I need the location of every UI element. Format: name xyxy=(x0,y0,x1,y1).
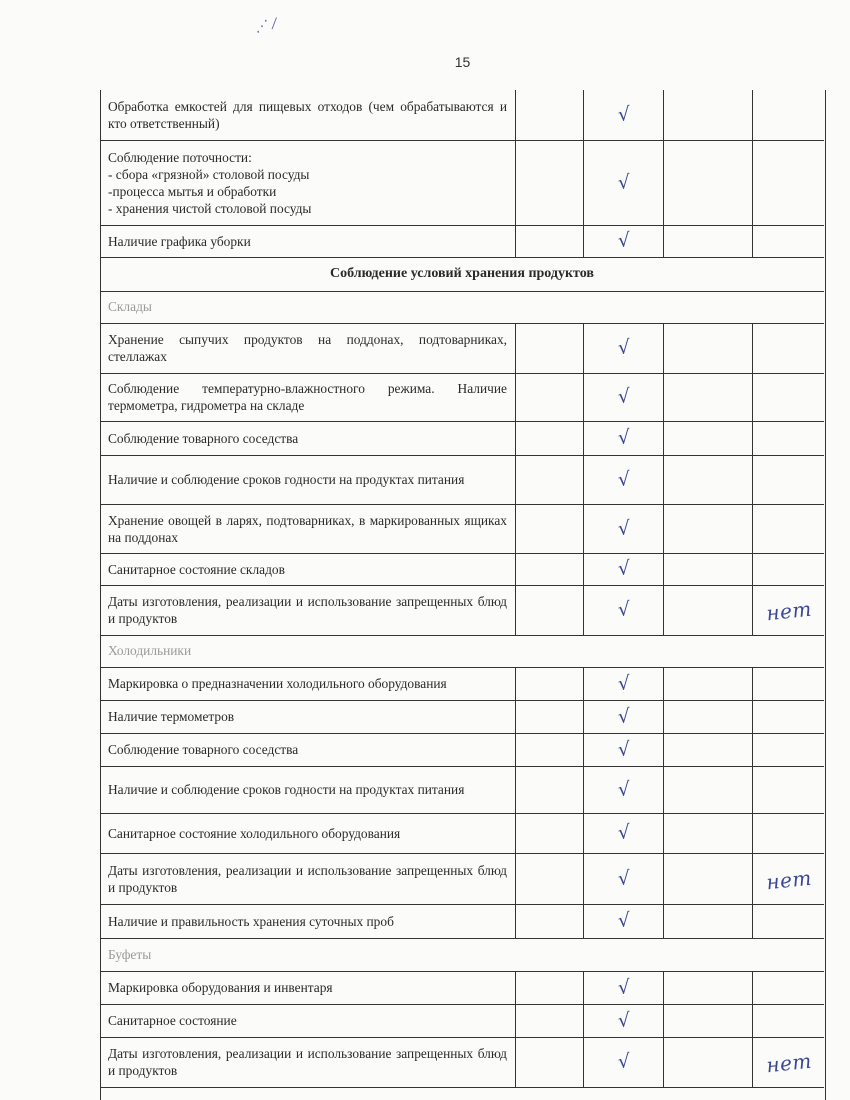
checkmark-icon: √ xyxy=(616,1050,631,1073)
cell-col-c xyxy=(664,421,753,455)
table-row xyxy=(100,225,824,258)
subheading-refrigerators: Холодильники xyxy=(108,643,192,658)
table-row xyxy=(100,766,824,814)
cell-col-d xyxy=(753,667,824,700)
table-row xyxy=(100,90,824,141)
cell-col-a xyxy=(516,1004,584,1037)
row-text: Хранение овощей в ларях, подтоварниках, в маркированных ящиках на поддонах xyxy=(108,512,507,545)
row-text: Наличие и соблюдение сроков годности на продуктах питания xyxy=(108,472,465,487)
cell-col-b xyxy=(584,853,664,904)
row-text: Наличие графика уборки xyxy=(108,233,251,249)
cell-col-c xyxy=(664,733,753,766)
checkmark-icon: √ xyxy=(616,866,631,890)
table-row xyxy=(100,455,824,505)
subheading-row xyxy=(100,291,824,324)
cell-col-b xyxy=(584,553,664,585)
cell-col-c xyxy=(664,853,753,904)
cell-col-c xyxy=(664,455,753,504)
cell-col-c xyxy=(664,700,753,733)
checkmark-icon: √ xyxy=(616,909,631,932)
cell-col-a xyxy=(516,504,584,553)
table-row xyxy=(100,323,824,374)
cell-col-b xyxy=(584,733,664,766)
cell-col-d xyxy=(753,504,824,553)
cell-col-d xyxy=(753,700,824,733)
section-row xyxy=(100,257,824,292)
cell-col-c xyxy=(664,225,753,257)
cell-col-d xyxy=(753,455,824,504)
cell-col-d xyxy=(753,971,824,1004)
row-text: Соблюдение товарного соседства xyxy=(108,742,299,757)
cell-col-d xyxy=(753,140,824,225)
checkmark-icon: √ xyxy=(616,671,631,695)
cell-col-a xyxy=(516,813,584,853)
checkmark-icon: √ xyxy=(616,704,631,728)
cell-col-d xyxy=(753,373,824,421)
row-text: Маркировка о предназначении холодильного оборудования xyxy=(108,676,447,691)
row-text: Соблюдение температурно-влажностного режима. Наличие термометра, гидрометра на складе xyxy=(108,381,507,413)
cell-col-a xyxy=(516,455,584,504)
cell-col-b xyxy=(584,813,664,853)
table-row xyxy=(100,1004,824,1038)
cell-col-c xyxy=(664,553,753,585)
cell-col-c xyxy=(664,1004,753,1037)
cell-col-b xyxy=(584,225,664,257)
cell-col-d xyxy=(753,766,824,813)
corner-pen-mark: ⋰ ⁄ xyxy=(253,16,278,36)
page-number: 15 xyxy=(454,54,471,70)
cell-col-d xyxy=(753,90,824,140)
row-text: Обработка емкостей для пищевых отходов (чем обрабатываются и кто ответственный) xyxy=(108,99,507,131)
checkmark-icon: √ xyxy=(616,467,631,491)
cell-col-a xyxy=(516,373,584,421)
checkmark-icon: √ xyxy=(616,737,631,761)
cell-col-d xyxy=(753,853,824,904)
row-text: Санитарное состояние холодильного оборудования xyxy=(108,825,401,841)
cell-col-c xyxy=(664,323,753,373)
cell-col-a xyxy=(516,90,584,140)
cell-col-b xyxy=(584,1004,664,1037)
cell-col-b xyxy=(584,585,664,635)
checkmark-icon: √ xyxy=(616,385,631,408)
cell-col-d xyxy=(753,421,824,455)
cell-col-a xyxy=(516,700,584,733)
handwritten-note: нет xyxy=(764,596,813,626)
table-row xyxy=(100,421,824,456)
cell-col-b xyxy=(584,667,664,700)
table-row xyxy=(100,667,824,701)
cell-col-b xyxy=(584,700,664,733)
cell-col-b xyxy=(584,373,664,421)
subheading-buffets: Буфеты xyxy=(108,946,152,962)
table-row xyxy=(100,700,824,734)
row-text: Наличие и правильность хранения суточных проб xyxy=(108,913,394,929)
cell-col-b xyxy=(584,504,664,553)
cell-col-d xyxy=(753,904,824,938)
cell-col-d xyxy=(753,553,824,585)
checkmark-icon: √ xyxy=(616,103,631,126)
subheading-row xyxy=(100,938,824,972)
cell-col-d xyxy=(753,1004,824,1037)
cell-col-a xyxy=(516,421,584,455)
cell-col-c xyxy=(664,373,753,421)
table-row xyxy=(100,553,824,586)
row-text: Санитарное состояние складов xyxy=(108,561,285,577)
table-row xyxy=(100,904,824,939)
cell-col-a xyxy=(516,853,584,904)
cell-col-c xyxy=(664,904,753,938)
cell-col-d xyxy=(753,585,824,635)
table-row xyxy=(100,1037,824,1088)
cell-col-c xyxy=(664,504,753,553)
cell-col-b xyxy=(584,766,664,813)
checkmark-icon: √ xyxy=(616,170,631,194)
cell-col-a xyxy=(516,904,584,938)
row-text: Соблюдение поточности: - сбора «грязной» столовой посуды -процесса мытья и обработки - хранения чистой столовой посуды xyxy=(108,149,312,216)
row-text: Наличие и соблюдение сроков годности на продуктах питания xyxy=(108,782,465,797)
checkmark-icon: √ xyxy=(616,516,631,540)
cell-col-b xyxy=(584,455,664,504)
cell-col-b xyxy=(584,971,664,1004)
cell-col-d xyxy=(753,225,824,257)
row-text: Даты изготовления, реализации и использование запрещенных блюд и продуктов xyxy=(108,1046,507,1078)
table-row xyxy=(100,140,824,226)
row-text: Наличие термометров xyxy=(108,709,235,724)
cell-col-c xyxy=(664,140,753,225)
checkmark-icon: √ xyxy=(616,975,631,999)
subheading-warehouses: Склады xyxy=(108,299,152,314)
checkmark-icon: √ xyxy=(616,229,631,252)
table-row xyxy=(100,585,824,636)
row-text: Хранение сыпучих продуктов на поддонах, подтоварниках, стеллажах xyxy=(108,332,507,364)
cell-col-c xyxy=(664,971,753,1004)
cell-col-a xyxy=(516,1037,584,1087)
section-title: Соблюдение условий хранения продуктов xyxy=(330,266,594,281)
cell-col-c xyxy=(664,813,753,853)
checkmark-icon: √ xyxy=(616,598,631,621)
cell-col-c xyxy=(664,585,753,635)
cell-col-a xyxy=(516,553,584,585)
subheading-row xyxy=(100,635,824,668)
cell-col-d xyxy=(753,323,824,373)
row-text: Соблюдение товарного соседства xyxy=(108,430,299,446)
cell-col-b xyxy=(584,90,664,140)
table-row xyxy=(100,504,824,554)
cell-col-a xyxy=(516,667,584,700)
row-text: Даты изготовления, реализации и использование запрещенных блюд и продуктов xyxy=(108,862,507,895)
checkmark-icon: √ xyxy=(616,777,631,801)
table-row xyxy=(100,373,824,422)
cell-col-a xyxy=(516,140,584,225)
checkmark-icon: √ xyxy=(616,557,631,580)
row-text: Маркировка оборудования и инвентаря xyxy=(108,980,333,995)
table-row xyxy=(100,853,824,905)
cell-col-a xyxy=(516,733,584,766)
row-text: Санитарное состояние xyxy=(108,1013,237,1028)
handwritten-note: нет xyxy=(764,865,813,894)
checkmark-icon: √ xyxy=(616,1008,631,1032)
table-row xyxy=(100,971,824,1005)
cell-col-a xyxy=(516,225,584,257)
cell-col-b xyxy=(584,140,664,225)
checkmark-icon: √ xyxy=(616,336,631,359)
cell-col-b xyxy=(584,323,664,373)
cell-col-a xyxy=(516,585,584,635)
handwritten-note: нет xyxy=(764,1048,813,1078)
cell-col-c xyxy=(664,766,753,813)
cell-col-d xyxy=(753,813,824,853)
cell-col-c xyxy=(664,667,753,700)
checkmark-icon: √ xyxy=(616,821,631,844)
cell-col-b xyxy=(584,421,664,455)
cell-col-c xyxy=(664,1037,753,1087)
cell-col-d xyxy=(753,733,824,766)
checkmark-icon: √ xyxy=(616,426,631,449)
row-text: Даты изготовления, реализации и использование запрещенных блюд и продуктов xyxy=(108,594,507,626)
cell-col-d xyxy=(753,1037,824,1087)
cell-col-a xyxy=(516,766,584,813)
cell-col-b xyxy=(584,1037,664,1087)
cell-col-b xyxy=(584,904,664,938)
table-row xyxy=(100,733,824,767)
cell-col-a xyxy=(516,971,584,1004)
cell-col-c xyxy=(664,90,753,140)
cell-col-a xyxy=(516,323,584,373)
table-row xyxy=(100,813,824,854)
